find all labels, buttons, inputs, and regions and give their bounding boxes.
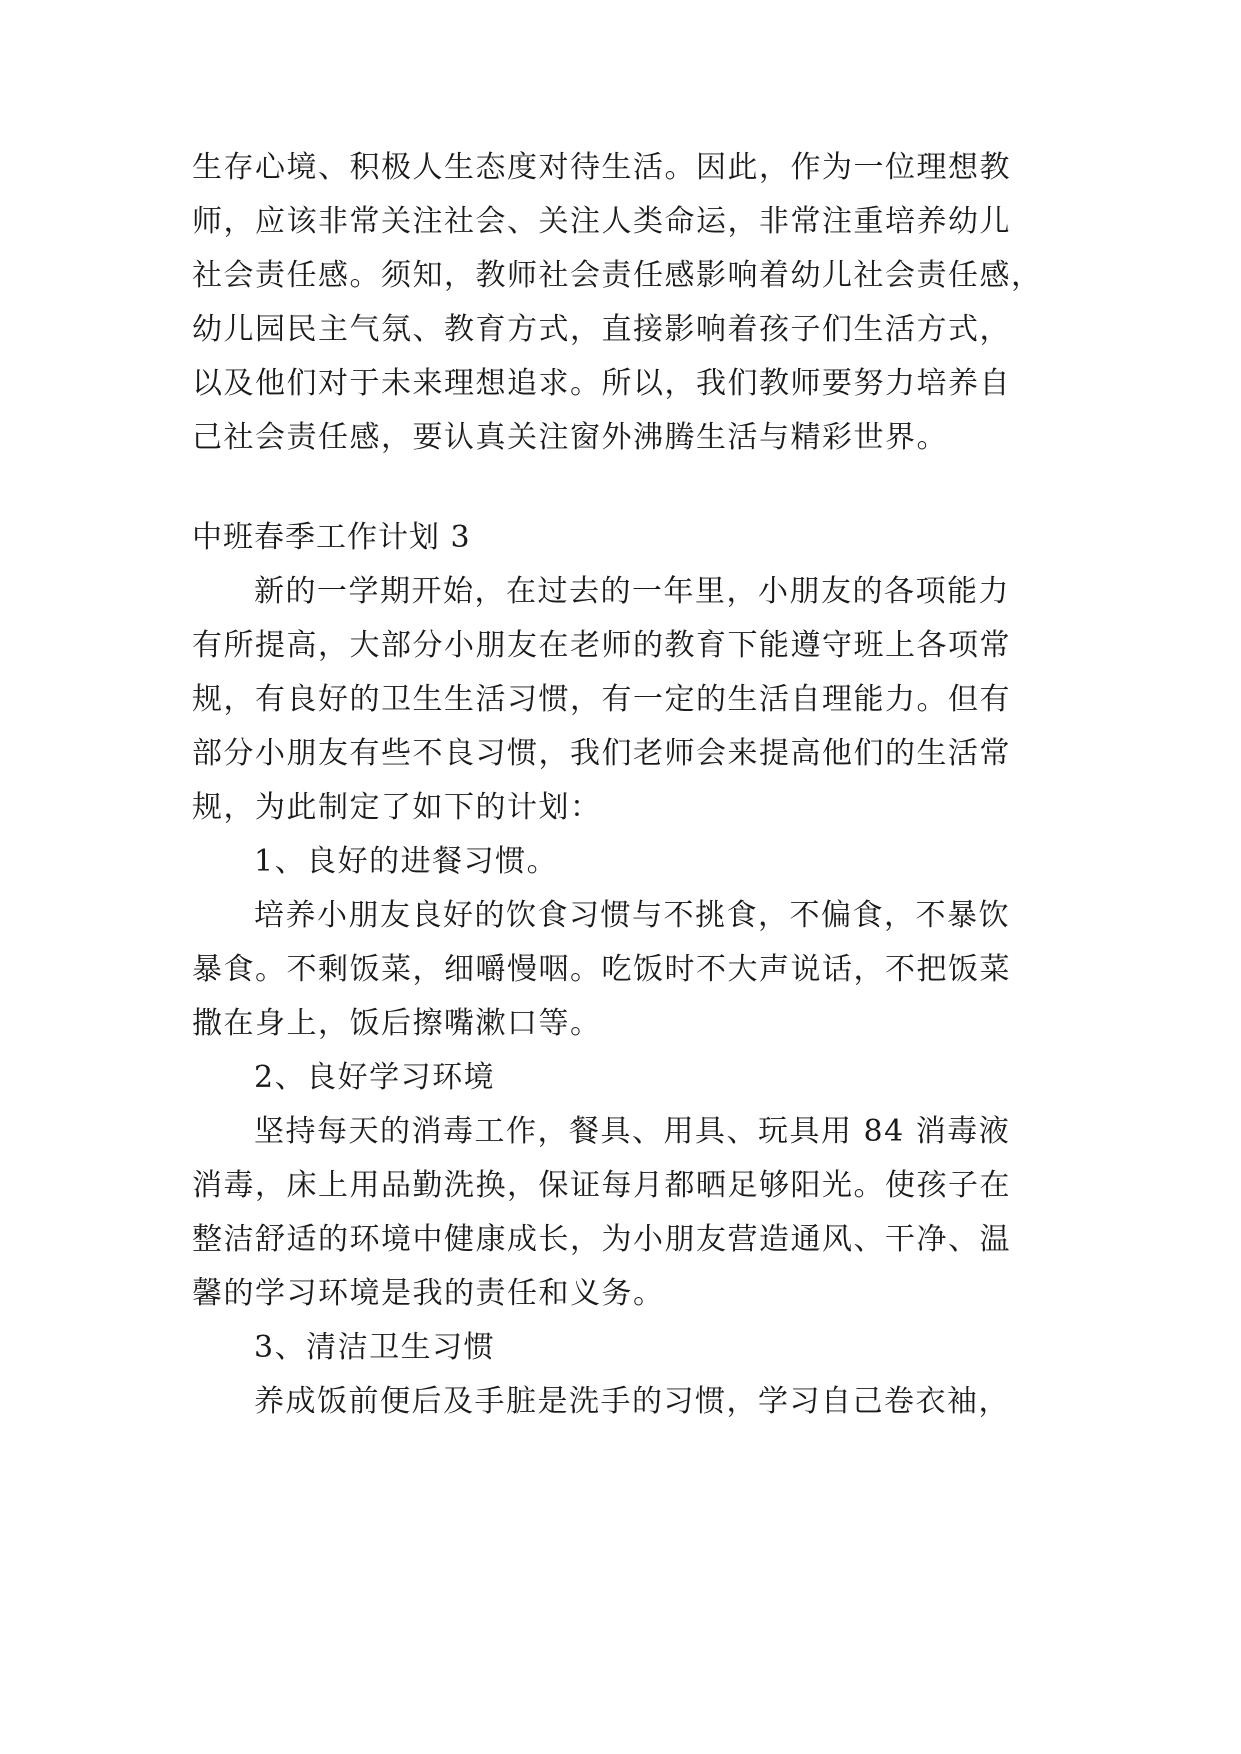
paragraph-line: 部分小朋友有些不良习惯，我们老师会来提高他们的生活常 [192,736,1011,771]
paragraph-line: 养成饭前便后及手脏是洗手的习惯，学习自己卷衣袖， [254,1384,1010,1419]
paragraph-line: 社会责任感。须知，教师社会责任感影响着幼儿社会责任感， [192,258,1043,293]
paragraph-line: 暴食。不剩饭菜，细嚼慢咽。吃饭时不大声说话，不把饭菜 [192,952,1011,987]
list-item-heading: 1、良好的进餐习惯。 [254,844,559,879]
paragraph-line: 新的一学期开始，在过去的一年里，小朋友的各项能力 [254,574,1010,609]
paragraph-line: 师，应该非常关注社会、关注人类命运，非常注重培养幼儿 [192,204,1011,239]
paragraph-line: 馨的学习环境是我的责任和义务。 [192,1276,665,1311]
paragraph-line: 有所提高，大部分小朋友在老师的教育下能遵守班上各项常 [192,628,1011,663]
paragraph-line: 己社会责任感，要认真关注窗外沸腾生活与精彩世界。 [192,420,948,455]
paragraph-line: 坚持每天的消毒工作，餐具、用具、玩具用 84 消毒液 [254,1114,1011,1149]
paragraph-line: 整洁舒适的环境中健康成长，为小朋友营造通风、干净、温 [192,1222,1011,1257]
paragraph-line: 培养小朋友良好的饮食习惯与不挑食，不偏食，不暴饮 [254,898,1010,933]
paragraph-line: 撒在身上，饭后擦嘴漱口等。 [192,1006,602,1041]
section-heading: 中班春季工作计划 3 [192,520,471,555]
list-item-heading: 3、清洁卫生习惯 [254,1330,496,1365]
paragraph-line: 消毒，床上用品勤洗换，保证每月都晒足够阳光。使孩子在 [192,1168,1011,1203]
paragraph-line: 以及他们对于未来理想追求。所以，我们教师要努力培养自 [192,366,1011,401]
paragraph-line: 规，有良好的卫生生活习惯，有一定的生活自理能力。但有 [192,682,1011,717]
paragraph-line: 生存心境、积极人生态度对待生活。因此，作为一位理想教 [192,150,1011,185]
paragraph-line: 幼儿园民主气氛、教育方式，直接影响着孩子们生活方式， [192,312,1011,347]
list-item-heading: 2、良好学习环境 [254,1060,496,1095]
paragraph-line: 规，为此制定了如下的计划： [192,790,602,825]
